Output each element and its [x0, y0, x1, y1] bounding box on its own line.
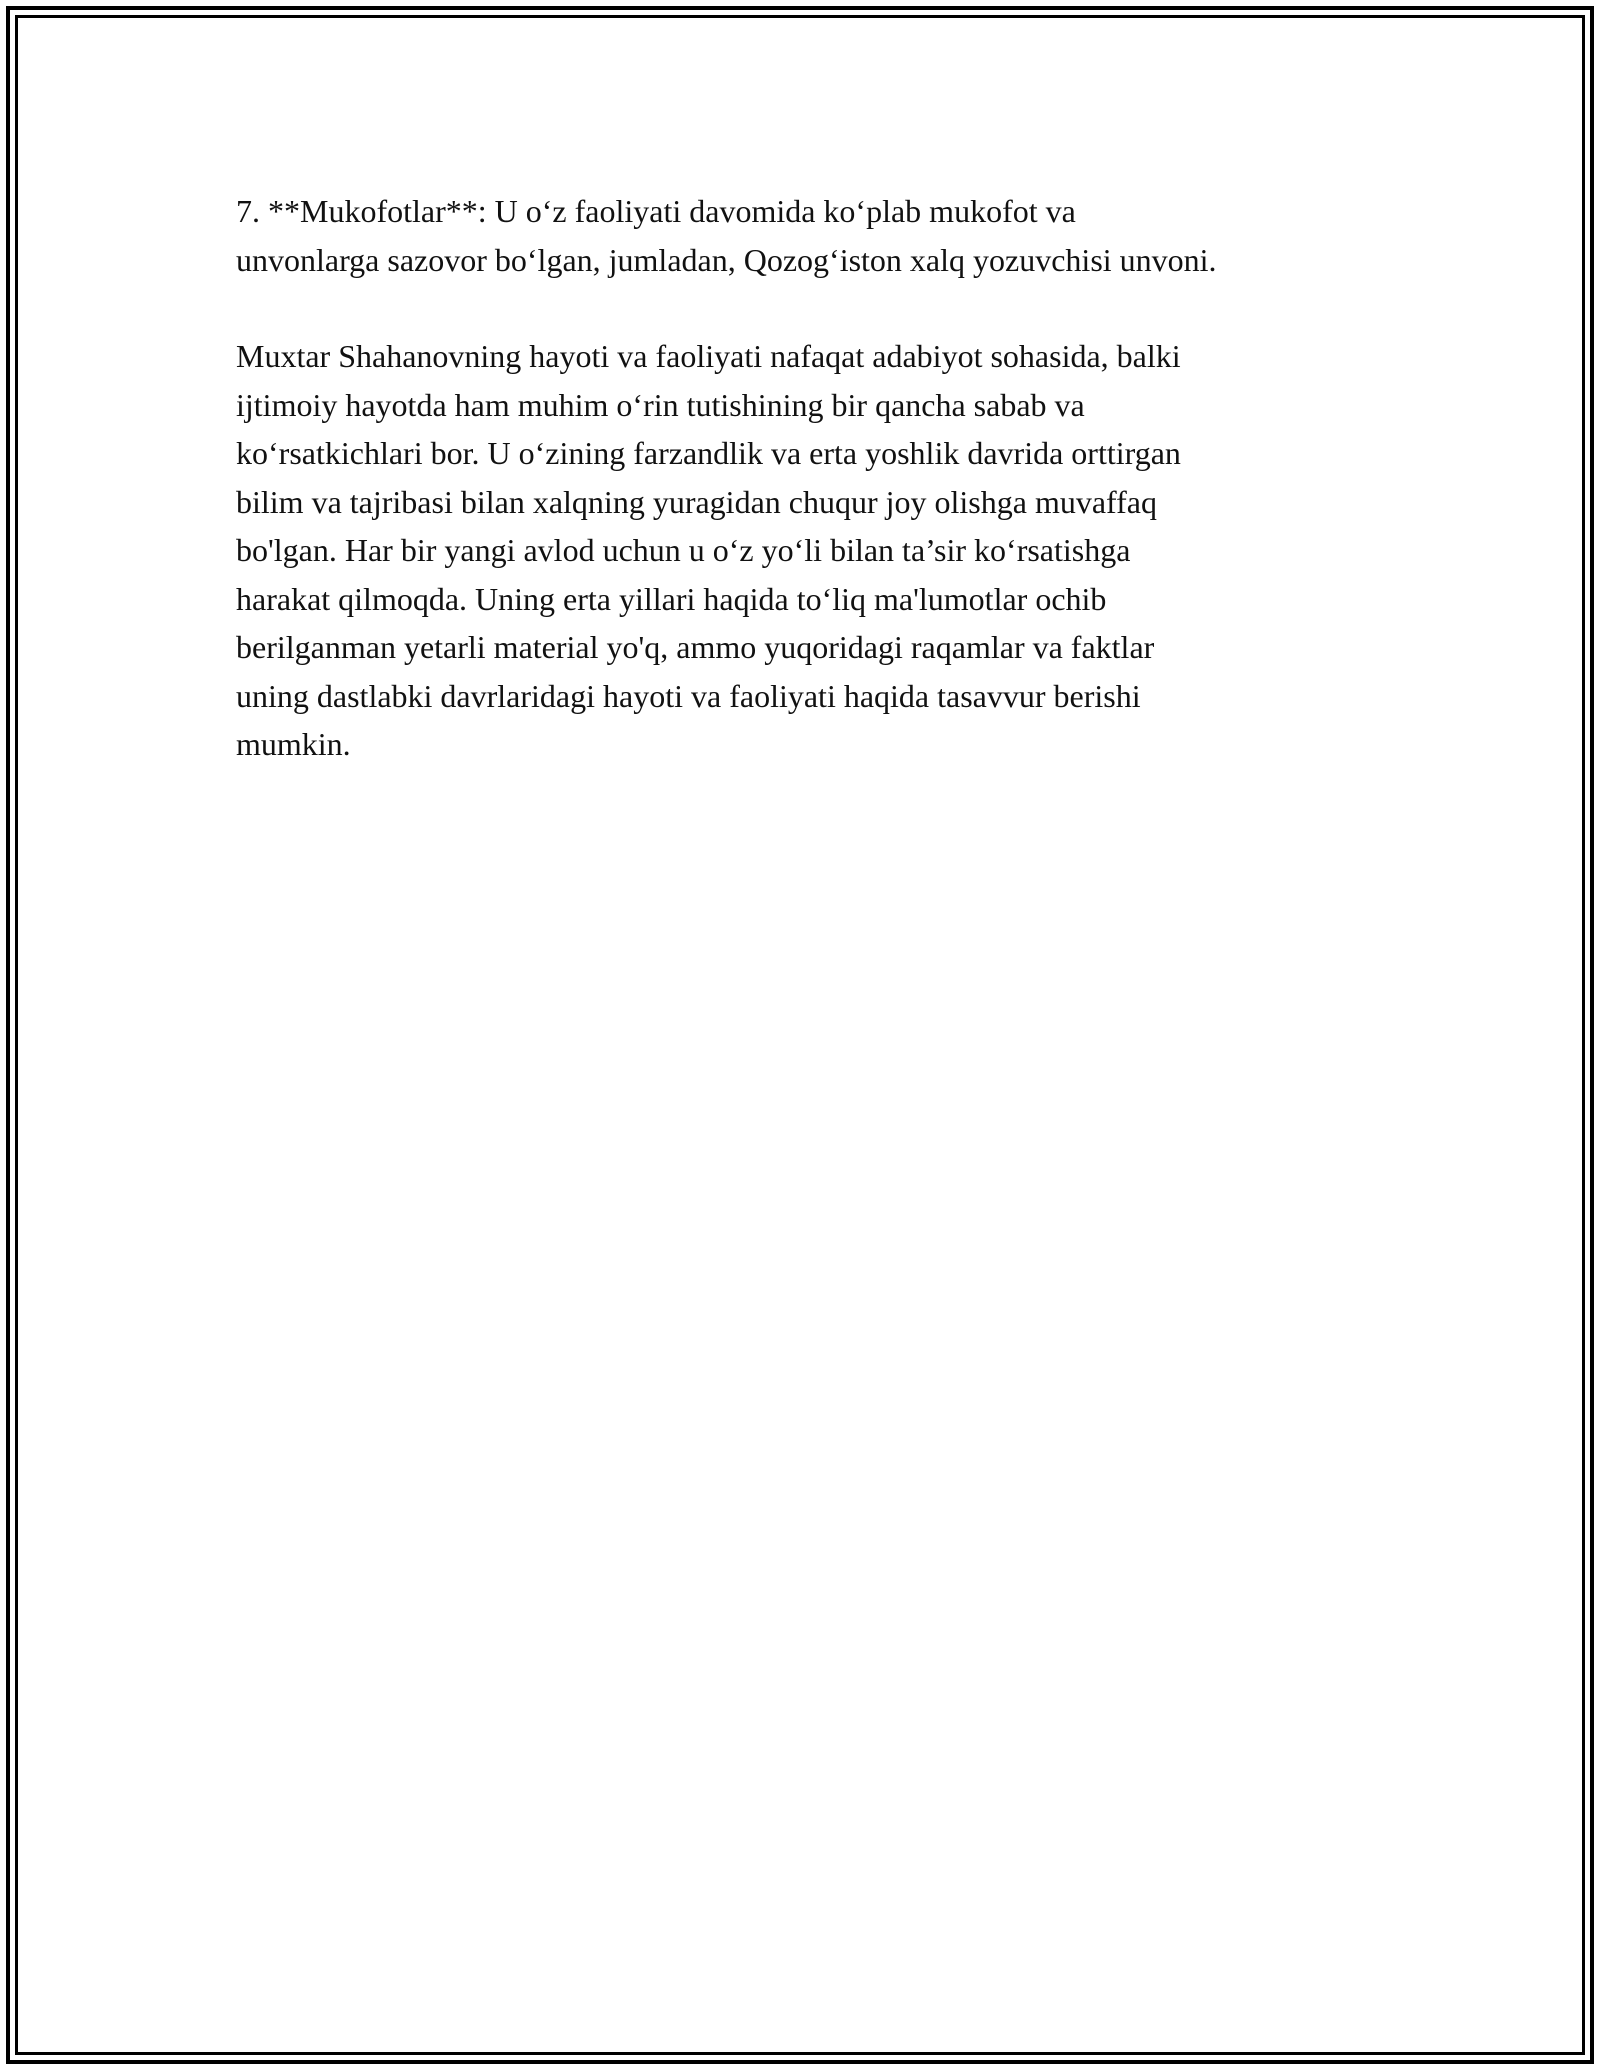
- document-body: [236, 187, 1366, 769]
- paragraph-awards: 7. **Mukofotlar**: U o‘z faoliyati davomida ko‘plab mukofot va unvonlarga sazovor bo‘lgan, jumladan, Qozog‘iston xalq yozuvchisi unvoni.: [236, 193, 1217, 278]
- paragraph-summary: Muxtar Shahanovning hayoti va faoliyati nafaqat adabiyot sohasida, balki ijtimoiy hayotda ham muhim o‘rin tutishining bir qancha sabab va ko‘rsatkichlari bor. U o‘zining farzandlik va erta yoshlik davrida orttirgan bilim va tajribasi bilan xalqning yuragidan chuqur joy olishga muvaffaq bo'lgan. Har bir yangi avlod uchun u o‘z yo‘li bilan ta’sir ko‘rsatishga harakat qilmoqda. Uning erta yillari haqida to‘liq ma'lumotlar ochib berilganman yetarli material yo'q, ammo yuqoridagi raqamlar va faktlar uning dastlabki davrlaridagi hayoti va faoliyati haqida tasavvur berishi mumkin.: [236, 338, 1181, 762]
